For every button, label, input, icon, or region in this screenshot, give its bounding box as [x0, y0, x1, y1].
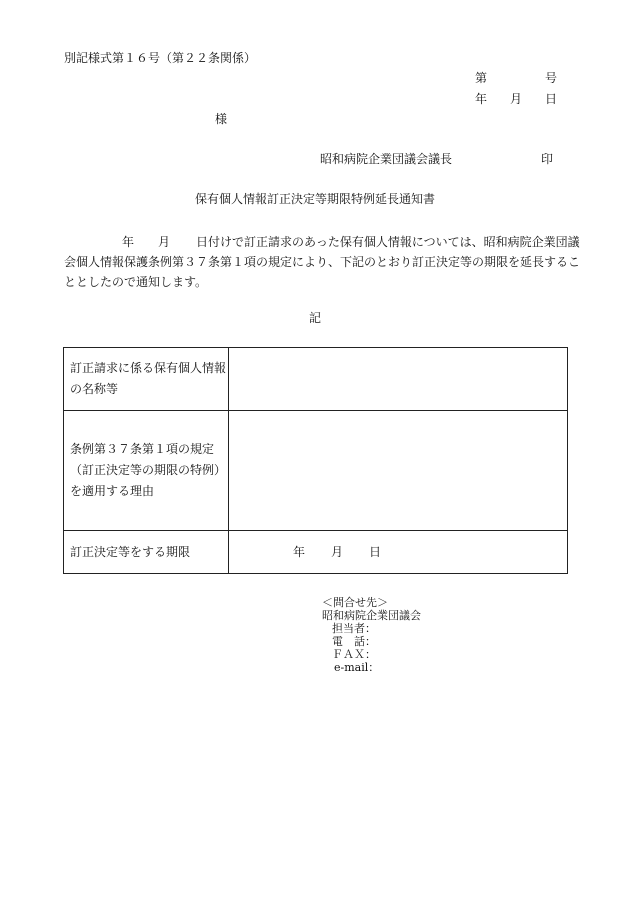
document-title: 保有個人情報訂正決定等期限特例延長通知書: [194, 192, 435, 206]
body-year: 年: [122, 235, 135, 249]
addressee-suffix: 様: [215, 112, 228, 126]
document-number-label: 第: [475, 71, 488, 85]
contact-block: [322, 596, 421, 674]
notice-body: [64, 232, 581, 292]
contact-heading: ＜問合せ先＞: [322, 596, 388, 609]
contact-email: e-mail：: [334, 661, 380, 674]
contact-organization: 昭和病院企業団議会: [322, 609, 421, 622]
contact-person: 担当者：: [332, 622, 376, 635]
reason-value: [229, 411, 568, 531]
record-name-value: [229, 348, 568, 411]
details-table: [63, 347, 568, 574]
notice-body-line-2: 会個人情報保護条例第３７条第１項の規定により、下記のとおり訂正決定等の期限を延長するこ: [64, 255, 581, 269]
deadline-label: 訂正決定等をする期限: [64, 531, 229, 574]
deadline-year: 年: [293, 544, 306, 559]
table-row: [64, 348, 568, 411]
sender-name: 昭和病院企業団議会議長: [320, 152, 453, 166]
body-line1-rest: 日付けで訂正請求のあった保有個人情報については、昭和病院企業団議: [196, 235, 580, 249]
deadline-month: 月: [331, 544, 344, 559]
issue-date-year: 年: [475, 92, 488, 106]
contact-fax: ＦＡＸ：: [332, 648, 376, 661]
form-number: 別記様式第１６号（第２２条関係）: [64, 51, 257, 65]
table-row: [64, 411, 568, 531]
deadline-value: [229, 531, 568, 574]
issue-date-day: 日: [545, 92, 558, 106]
notice-body-line-3: ととしたので通知します。: [64, 275, 208, 289]
seal-mark: 印: [541, 152, 554, 166]
reason-label: 条例第３７条第１項の規定 （訂正決定等の期限の特例） を適用する理由: [64, 411, 229, 531]
deadline-day: 日: [369, 544, 382, 559]
document-number-suffix: 号: [545, 71, 558, 85]
issue-date-month: 月: [510, 92, 523, 106]
contact-phone: 電 話：: [332, 635, 376, 648]
body-month: 月: [158, 235, 171, 249]
notice-body-line-1: [64, 232, 580, 252]
record-name-label: 訂正請求に係る保有個人情報 の名称等: [64, 348, 229, 411]
ki-heading: 記: [308, 311, 321, 325]
table-row: [64, 531, 568, 574]
